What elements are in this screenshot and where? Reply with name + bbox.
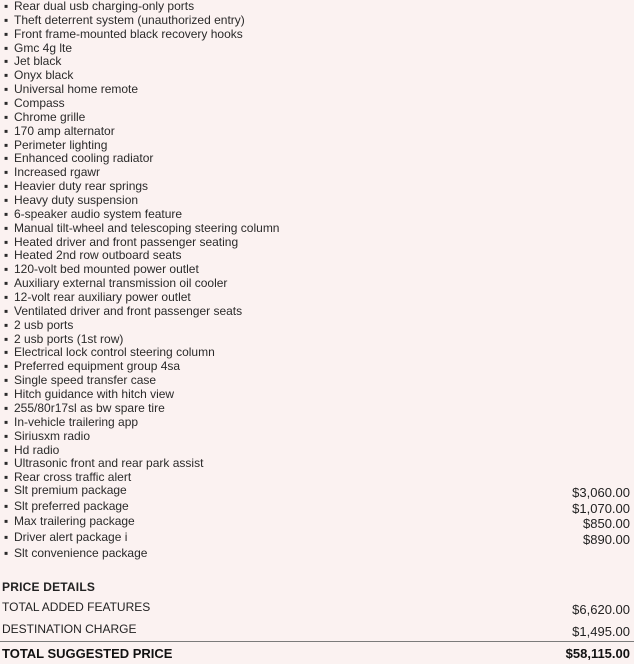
feature-label: Hd radio <box>14 442 60 457</box>
bullet-icon: ▪ <box>4 262 9 277</box>
feature-item <box>0 83 634 97</box>
bullet-icon: ▪ <box>4 109 9 124</box>
bullet-icon: ▪ <box>4 137 9 152</box>
bullet-icon: ▪ <box>4 68 9 83</box>
feature-item <box>0 152 634 166</box>
bullet-icon: ▪ <box>4 206 9 221</box>
feature-item <box>0 28 634 42</box>
feature-label: Ventilated driver and front passenger seats <box>14 303 243 318</box>
bullet-icon: ▪ <box>4 290 9 305</box>
bullet-icon: ▪ <box>4 387 9 402</box>
feature-item <box>0 208 634 222</box>
package-name: Slt preferred package <box>14 498 129 513</box>
feature-label: In-vehicle trailering app <box>14 414 139 429</box>
feature-label: Rear cross traffic alert <box>14 470 132 485</box>
bullet-icon: ▪ <box>4 54 9 69</box>
package-item <box>0 530 634 546</box>
feature-item <box>0 180 634 194</box>
feature-label: Ultrasonic front and rear park assist <box>14 456 204 471</box>
package-price: $890.00 <box>583 532 630 548</box>
package-item <box>0 546 634 562</box>
feature-item <box>0 444 634 458</box>
package-name: Max trailering package <box>14 514 135 529</box>
total-suggested-price-value: $58,115.00 <box>565 646 630 661</box>
bullet-icon: ▪ <box>4 179 9 194</box>
bullet-icon: ▪ <box>4 165 9 180</box>
feature-item <box>0 319 634 333</box>
feature-item <box>0 457 634 471</box>
feature-label: Heated 2nd row outboard seats <box>14 248 182 263</box>
bullet-icon: ▪ <box>4 123 9 138</box>
total-added-features-row <box>0 600 634 618</box>
feature-label: Increased rgawr <box>14 165 101 180</box>
feature-item <box>0 139 634 153</box>
feature-item <box>0 374 634 388</box>
bullet-icon: ▪ <box>4 220 9 235</box>
bullet-icon: ▪ <box>4 12 9 27</box>
feature-item <box>0 111 634 125</box>
bullet-icon: ▪ <box>4 428 9 443</box>
feature-label: Heavy duty suspension <box>14 193 139 208</box>
feature-item <box>0 360 634 374</box>
feature-item <box>0 346 634 360</box>
feature-item <box>0 291 634 305</box>
feature-label: 255/80r17sl as bw spare tire <box>14 400 165 415</box>
feature-item <box>0 0 634 14</box>
package-name: Slt convenience package <box>14 545 148 560</box>
feature-item <box>0 388 634 402</box>
bullet-icon: ▪ <box>4 193 9 208</box>
bullet-icon: ▪ <box>4 359 9 374</box>
destination-charge-value: $1,495.00 <box>572 624 630 639</box>
feature-item <box>0 236 634 250</box>
feature-item <box>0 222 634 236</box>
bullet-icon: ▪ <box>4 317 9 332</box>
feature-label: Perimeter lighting <box>14 137 108 152</box>
package-price: $3,060.00 <box>572 485 630 500</box>
bullet-icon: ▪ <box>4 414 9 429</box>
feature-item <box>0 194 634 208</box>
feature-item <box>0 42 634 56</box>
bullet-icon: ▪ <box>4 400 9 415</box>
bullet-icon: ▪ <box>4 234 9 249</box>
bullet-icon: ▪ <box>4 26 9 41</box>
feature-label: Siriusxm radio <box>14 428 91 443</box>
total-divider <box>0 641 634 642</box>
bullet-icon: ▪ <box>4 96 9 111</box>
bullet-icon: ▪ <box>4 345 9 360</box>
feature-label: Manual tilt-wheel and telescoping steering column <box>14 220 280 235</box>
total-added-features-value: $6,620.00 <box>572 602 630 617</box>
feature-label: Jet black <box>14 54 62 69</box>
feature-label: Electrical lock control steering column <box>14 345 215 360</box>
feature-item <box>0 14 634 28</box>
bullet-icon: ▪ <box>4 82 9 97</box>
feature-label: Single speed transfer case <box>14 373 157 388</box>
bullet-icon: ▪ <box>4 456 9 471</box>
feature-label: 2 usb ports (1st row) <box>14 331 124 346</box>
feature-item <box>0 125 634 139</box>
feature-label: Chrome grille <box>14 109 86 124</box>
feature-item <box>0 249 634 263</box>
bullet-icon: ▪ <box>4 545 9 560</box>
feature-item <box>0 97 634 111</box>
feature-item <box>0 402 634 416</box>
total-suggested-price-row <box>0 646 634 664</box>
feature-label: Compass <box>14 96 65 111</box>
feature-item <box>0 430 634 444</box>
destination-charge-label: DESTINATION CHARGE <box>2 622 137 636</box>
feature-label: Hitch guidance with hitch view <box>14 387 175 402</box>
feature-label: 120-volt bed mounted power outlet <box>14 262 199 277</box>
bullet-icon: ▪ <box>4 331 9 346</box>
feature-label: Preferred equipment group 4sa <box>14 359 181 374</box>
feature-label: Onyx black <box>14 68 74 83</box>
feature-label: Enhanced cooling radiator <box>14 151 154 166</box>
destination-charge-row <box>0 622 634 640</box>
bullet-icon: ▪ <box>4 276 9 291</box>
bullet-icon: ▪ <box>4 514 9 529</box>
feature-label: 12-volt rear auxiliary power outlet <box>14 290 191 305</box>
bullet-icon: ▪ <box>4 151 9 166</box>
price-details-heading: PRICE DETAILS <box>2 580 96 594</box>
total-suggested-price-label: TOTAL SUGGESTED PRICE <box>2 646 173 661</box>
package-item <box>0 499 634 515</box>
feature-label: Rear dual usb charging-only ports <box>14 0 195 13</box>
bullet-icon: ▪ <box>4 303 9 318</box>
feature-label: Front frame-mounted black recovery hooks <box>14 26 243 41</box>
feature-label: Auxiliary external transmission oil cooler <box>14 276 228 291</box>
package-item <box>0 514 634 530</box>
bullet-icon: ▪ <box>4 373 9 388</box>
package-price: $1,070.00 <box>572 500 630 516</box>
feature-label: Heavier duty rear springs <box>14 179 149 194</box>
feature-label: 6-speaker audio system feature <box>14 206 183 221</box>
bullet-icon: ▪ <box>4 0 9 13</box>
feature-label: Gmc 4g lte <box>14 40 73 55</box>
feature-item <box>0 263 634 277</box>
feature-label: Universal home remote <box>14 82 139 97</box>
feature-item <box>0 333 634 347</box>
package-name: Driver alert package i <box>14 530 128 545</box>
package-item <box>0 483 634 499</box>
feature-label: Heated driver and front passenger seating <box>14 234 239 249</box>
bullet-icon: ▪ <box>4 248 9 263</box>
total-added-features-label: TOTAL ADDED FEATURES <box>2 600 151 614</box>
feature-item <box>0 277 634 291</box>
feature-item <box>0 55 634 69</box>
bullet-icon: ▪ <box>4 40 9 55</box>
bullet-icon: ▪ <box>4 498 9 513</box>
feature-item <box>0 305 634 319</box>
package-name: Slt premium package <box>14 483 127 497</box>
feature-label: 170 amp alternator <box>14 123 115 138</box>
package-price: $850.00 <box>583 516 630 532</box>
bullet-icon: ▪ <box>4 530 9 545</box>
bullet-icon: ▪ <box>4 442 9 457</box>
feature-item <box>0 69 634 83</box>
feature-label: Theft deterrent system (unauthorized entry) <box>14 12 245 27</box>
feature-item <box>0 416 634 430</box>
bullet-icon: ▪ <box>4 470 9 485</box>
package-list <box>0 483 634 561</box>
feature-item <box>0 166 634 180</box>
bullet-icon: ▪ <box>4 483 9 497</box>
feature-label: 2 usb ports <box>14 317 74 332</box>
